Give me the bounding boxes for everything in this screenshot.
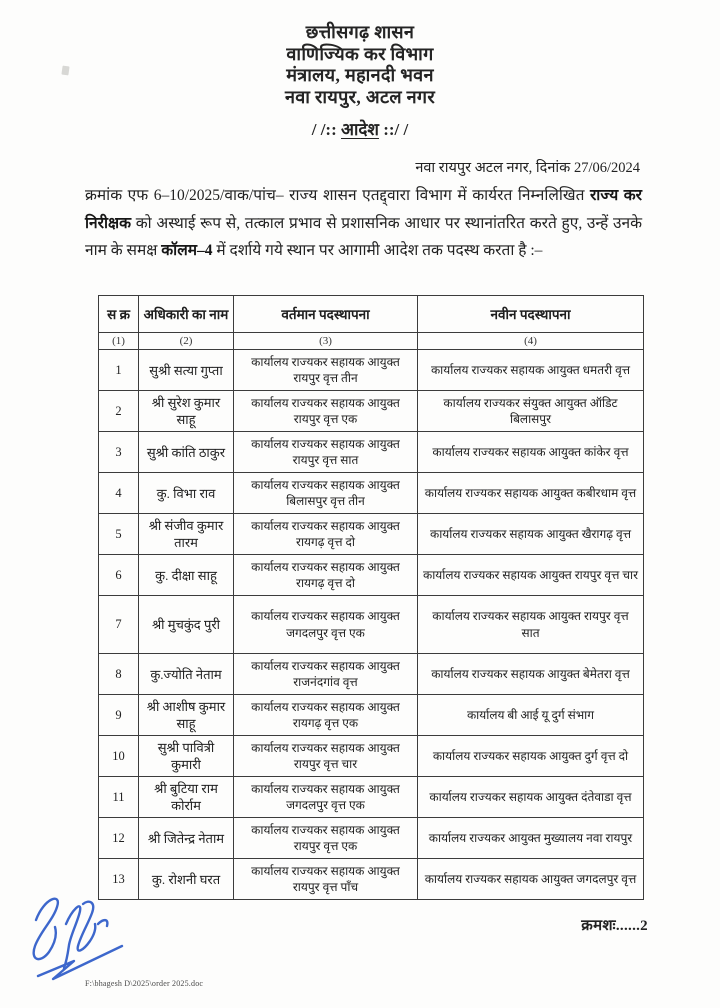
header-line-government: छत्तीसगढ़ शासन [305,22,415,42]
paragraph-bold-column: कॉलम–4 [161,242,213,259]
cell-current-posting: कार्यालय राज्यकर सहायक आयुक्त रायपुर वृत्त एक [234,818,418,859]
cell-officer-name: श्री संजीव कुमार तारम [139,514,234,555]
cell-officer-name: सुश्री पावित्री कुमारी [139,736,234,777]
table-row [99,695,644,736]
column-number-row [99,333,644,350]
table-row [99,473,644,514]
table-row [99,596,644,654]
table-row [99,514,644,555]
cell-officer-name: श्री बुटिया राम कोर्राम [139,777,234,818]
column-header-new-posting: नवीन पदस्थापना [418,296,644,333]
cell-current-posting: कार्यालय राज्यकर सहायक आयुक्त रायपुर वृत्त पाँच [234,859,418,900]
cell-officer-name: श्री जितेन्द्र नेताम [139,818,234,859]
cell-new-posting: कार्यालय राज्यकर सहायक आयुक्त खैरागढ़ वृत्त [418,514,644,555]
order-title-suffix: ::/ / [378,120,409,139]
cell-serial: 8 [99,654,139,695]
table-row [99,391,644,432]
column-number-1: (1) [99,333,139,350]
cell-serial: 12 [99,818,139,859]
paragraph-part-3: में दर्शाये गये स्थान पर आगामी आदेश तक पदस्थ करता है :– [212,242,543,259]
header-line-ministry: मंत्रालय, महानदी भवन [286,65,434,85]
table-row [99,432,644,473]
cell-new-posting: कार्यालय राज्यकर सहायक आयुक्त धमतरी वृत्त [418,350,644,391]
table-row [99,859,644,900]
cell-new-posting: कार्यालय राज्यकर संयुक्त आयुक्त ऑडिट बिलासपुर [418,391,644,432]
column-header-current-posting: वर्तमान पदस्थापना [234,296,418,333]
cell-serial: 3 [99,432,139,473]
cell-serial: 9 [99,695,139,736]
cell-serial: 7 [99,596,139,654]
table-header-row [99,296,644,333]
cell-serial: 4 [99,473,139,514]
cell-current-posting: कार्यालय राज्यकर सहायक आयुक्त रायगढ़ वृत्त दो [234,514,418,555]
column-header-officer-name: अधिकारी का नाम [139,296,234,333]
file-path-footer: F:\bhagesh D\2025\order 2025.doc [85,979,204,988]
cell-officer-name: सुश्री कांति ठाकुर [139,432,234,473]
column-number-3: (3) [234,333,418,350]
cell-new-posting: कार्यालय राज्यकर सहायक आयुक्त कांकेर वृत्त [418,432,644,473]
cell-current-posting: कार्यालय राज्यकर सहायक आयुक्त रायपुर वृत्त एक [234,391,418,432]
document-header [0,22,720,140]
cell-officer-name: कु. दीक्षा साहू [139,555,234,596]
table-row [99,818,644,859]
cell-new-posting: कार्यालय राज्यकर सहायक आयुक्त बेमेतरा वृत्त [418,654,644,695]
signature-icon [20,888,152,985]
cell-serial: 10 [99,736,139,777]
column-header-serial: स क्र [99,296,139,333]
paragraph-bold-designation: राज्य कर निरीक्षक [85,187,642,232]
cell-new-posting: कार्यालय राज्यकर सहायक आयुक्त दुर्ग वृत्त दो [418,736,644,777]
cell-officer-name: श्री सुरेश कुमार साहू [139,391,234,432]
cell-new-posting: कार्यालय राज्यकर सहायक आयुक्त जगदलपुर वृत्त [418,859,644,900]
cell-new-posting: कार्यालय राज्यकर सहायक आयुक्त रायपुर वृत्त चार [418,555,644,596]
header-line-city: नवा रायपुर, अटल नगर [284,86,436,107]
cell-officer-name: कु.ज्योति नेताम [139,654,234,695]
cell-new-posting: कार्यालय राज्यकर आयुक्त मुख्यालय नवा रायपुर [418,818,644,859]
order-title-word: आदेश [341,120,379,139]
cell-serial: 2 [99,391,139,432]
cell-current-posting: कार्यालय राज्यकर सहायक आयुक्त बिलासपुर वृत्त तीन [234,473,418,514]
cell-current-posting: कार्यालय राज्यकर सहायक आयुक्त रायपुर वृत्त चार [234,736,418,777]
cell-officer-name: श्री मुचकुंद पुरी [139,596,234,654]
cell-new-posting: कार्यालय बी आई यू दुर्ग संभाग [418,695,644,736]
cell-serial: 6 [99,555,139,596]
cell-officer-name: श्री आशीष कुमार साहू [139,695,234,736]
header-line-department: वाणिज्यिक कर विभाग [286,43,434,64]
table-row [99,555,644,596]
cell-officer-name: कु. रोशनी घरत [139,859,234,900]
column-number-2: (2) [139,333,234,350]
cell-current-posting: कार्यालय राज्यकर सहायक आयुक्त रायपुर वृत्त सात [234,432,418,473]
transfer-table [98,295,644,900]
column-number-4: (4) [418,333,644,350]
cell-current-posting: कार्यालय राज्यकर सहायक आयुक्त जगदलपुर वृत्त एक [234,596,418,654]
cell-new-posting: कार्यालय राज्यकर सहायक आयुक्त दंतेवाडा वृत्त [418,777,644,818]
cell-current-posting: कार्यालय राज्यकर सहायक आयुक्त राजनंदगांव वृत्त [234,654,418,695]
cell-new-posting: कार्यालय राज्यकर सहायक आयुक्त कबीरधाम वृत्त [418,473,644,514]
place-date-line: नवा रायपुर अटल नगर, दिनांक 27/06/2024 [415,160,640,176]
table-row [99,350,644,391]
order-title [0,117,720,140]
order-body-paragraph [85,182,642,265]
table-body [99,350,644,900]
cell-current-posting: कार्यालय राज्यकर सहायक आयुक्त जगदलपुर वृत्त एक [234,777,418,818]
table-row [99,654,644,695]
cell-serial: 1 [99,350,139,391]
cell-serial: 5 [99,514,139,555]
cell-officer-name: सुश्री सत्या गुप्ता [139,350,234,391]
cell-current-posting: कार्यालय राज्यकर सहायक आयुक्त रायगढ़ वृत्त दो [234,555,418,596]
cell-serial: 13 [99,859,139,900]
cell-officer-name: कु. विभा राव [139,473,234,514]
cell-current-posting: कार्यालय राज्यकर सहायक आयुक्त रायपुर वृत्त तीन [234,350,418,391]
cell-current-posting: कार्यालय राज्यकर सहायक आयुक्त रायगढ़ वृत्त एक [234,695,418,736]
cell-new-posting: कार्यालय राज्यकर सहायक आयुक्त रायपुर वृत्त सात [418,596,644,654]
order-title-prefix: / /:: [311,120,342,139]
continuation-label: क्रमशः......2 [581,918,648,934]
table-row [99,736,644,777]
table-row [99,777,644,818]
cell-serial: 11 [99,777,139,818]
paragraph-part-2: को अस्थाई रूप से, तत्काल प्रभाव से प्रशासनिक आधार पर स्थानांतरित करते हुए, उन्हें उनके नाम के समक्ष [85,214,642,259]
paragraph-part-1: क्रमांक एफ 6–10/2025/वाक/पांच– राज्य शासन एतद्द्वारा विभाग में कार्यरत निम्नलिखित [85,187,590,204]
